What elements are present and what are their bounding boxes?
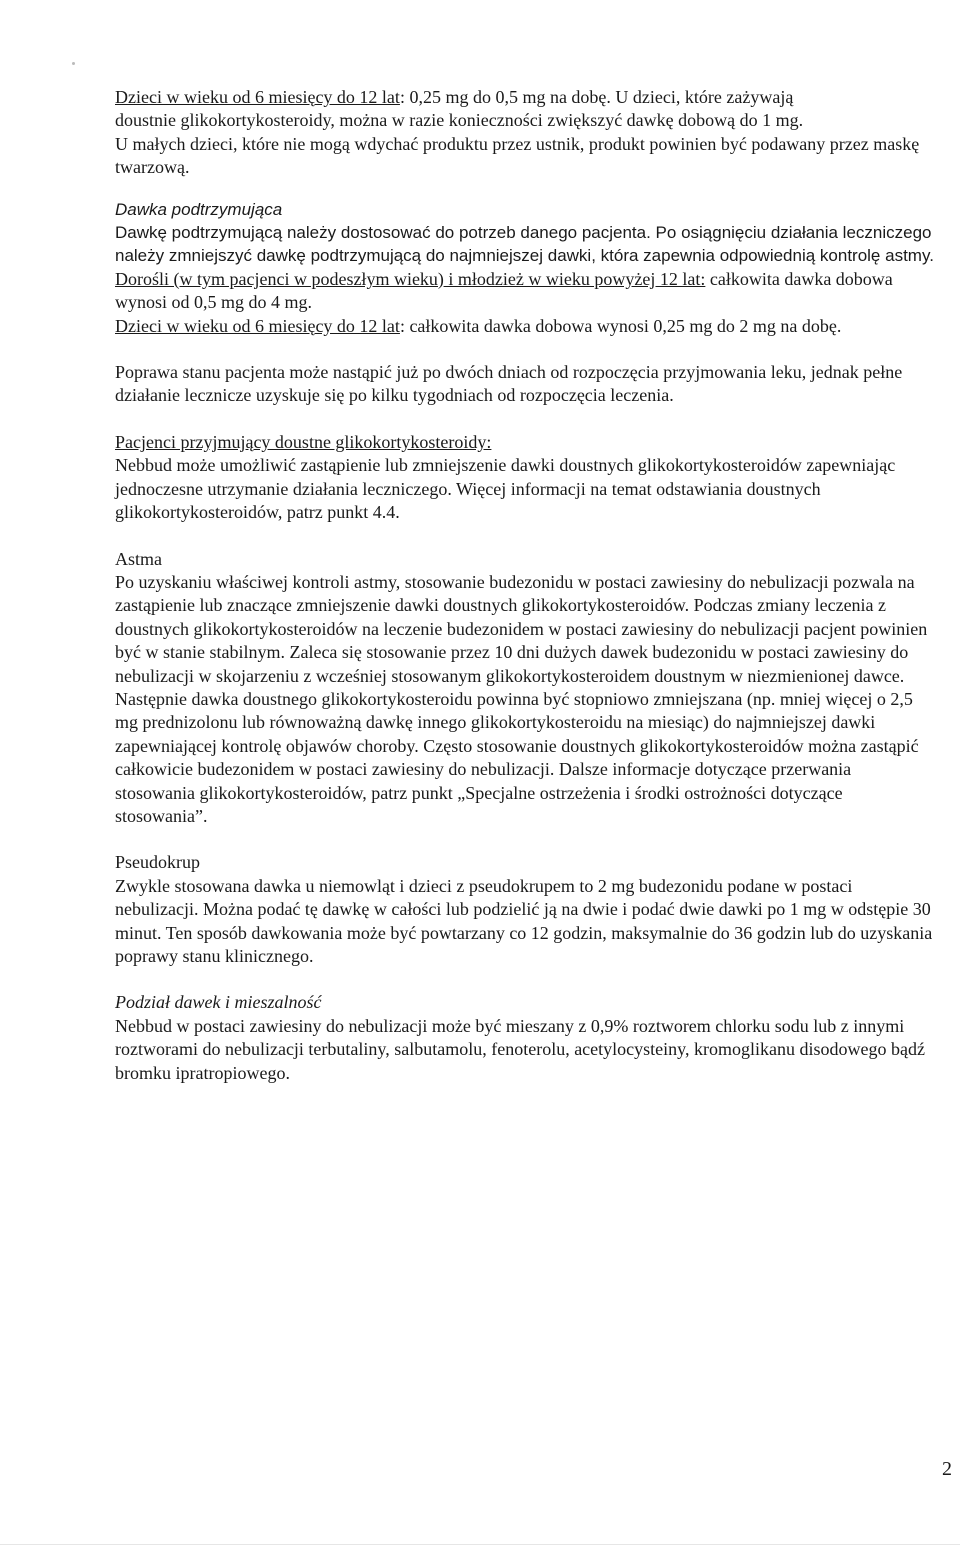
asthma-heading: Astma [115, 548, 162, 569]
oral-steroids-paragraph: Nebbud może umożliwić zastąpienie lub zmniejszenie dawki doustnych glikokortykosteroidów zapewniając jednoczesne utrzymanie działania leczniczego. Więcej informacji na temat odstawiania doustnych glikokortykosteroidów, patrz punkt 4.4. [115, 455, 896, 523]
maintenance-section [115, 198, 935, 268]
adults-dose-paragraph [115, 268, 935, 315]
mixing-heading: Podział dawek i mieszalność [115, 992, 322, 1013]
scan-speck [72, 62, 75, 65]
children-maintenance-label: Dzieci w wieku od 6 miesięcy do 12 lat [115, 315, 400, 336]
scan-edge-line [0, 1544, 960, 1545]
asthma-section [115, 548, 935, 829]
maintenance-paragraph: Dawkę podtrzymującą należy dostosować do potrzeb danego pacjenta. Po osiągnięciu działania leczniczego należy zmniejszyć dawkę podtrzymującą do najmniejszej dawki, która zapewnia odpowiednią kontrolę astmy. [115, 223, 934, 266]
children-dose-section [115, 86, 935, 180]
asthma-paragraph-2: Następnie dawka doustnego glikokortykosteroidu powinna być stopniowo zmniejszana (np. mniej więcej o 2,5 mg prednizolonu lub równoważną dawkę innego glikokortykosteroidu na miesiąc) do najmniejszej dawki zapewniającej kontrolę objawów choroby. Często stosowanie doustnych glikokortykosteroidów można zastąpić całkowicie budezonidem w postaci zawiesiny do nebulizacji. Dalsze informacje dotyczące przerwania stosowania glikokortykosteroidów, patrz punkt „Specjalne ostrzeżenia i środki ostrożności dotyczące stosowania”. [115, 688, 919, 826]
adults-dose-text: całkowita dawka dobowa wynosi od 0,5 mg do 4 mg. [115, 268, 893, 313]
oral-steroids-heading: Pacjenci przyjmujący doustne glikokortykosteroidy: [115, 431, 492, 452]
mask-paragraph: U małych dzieci, które nie mogą wdychać produktu przez ustnik, produkt powinien być podawany przez maskę twarzową. [115, 133, 920, 178]
improvement-paragraph: Poprawa stanu pacjenta może nastąpić już po dwóch dniach od rozpoczęcia przyjmowania leku, jednak pełne działanie lecznicze uzyskuje się po kilku tygodniach od rozpoczęcia leczenia. [115, 362, 903, 406]
children-dose-label: Dzieci w wieku od 6 miesięcy do 12 lat [115, 87, 400, 107]
croup-paragraph: Zwykle stosowana dawka u niemowląt i dzieci z pseudokrupem to 2 mg budezonidu podane w postaci nebulizacji. Można podać tę dawkę w całości lub podzielić ją na dwie i podać dwie dawki po 1 mg w odstępie 30 minut. Ten sposób dawkowania może być powtarzany co 12 godzin, maksymalnie do 36 godzin lub do uzyskania poprawy stanu klinicznego. [115, 875, 933, 966]
maintenance-doses [115, 268, 935, 338]
maintenance-heading: Dawka podtrzymująca [115, 199, 283, 219]
children-dose-text: : 0,25 mg do 0,5 mg na dobę. U dzieci, które zażywają [399, 87, 794, 107]
mixing-section [115, 991, 935, 1085]
asthma-paragraph-1: Po uzyskaniu właściwej kontroli astmy, stosowanie budezonidu w postaci zawiesiny do nebulizacji pozwala na zastąpienie lub znaczące zmniejszenie dawki doustnych glikokortykosteroidów. Podczas zmiany leczenia z doustnych glikokortykosteroidów na leczenie budezonidem w postaci zawiesiny do nebulizacji pacjent powinien być w stanie stabilnym. Zaleca się stosowanie przez 10 dni dużych dawek budezonidu w postaci zawiesiny do nebulizacji w skojarzeniu z wcześniej stosowanym glikokortykosteroidem doustnym w niezmienionej dawce. [115, 571, 928, 686]
document-page [115, 86, 935, 1085]
children-maintenance-paragraph [115, 315, 935, 338]
children-dose-line [115, 86, 935, 109]
croup-heading: Pseudokrup [115, 852, 200, 873]
mixing-paragraph: Nebbud w postaci zawiesiny do nebulizacji może być mieszany z 0,9% roztworem chlorku sodu lub z innymi roztworami do nebulizacji terbutaliny, salbutamolu, fenoterolu, acetylocysteiny, kromoglikanu disodowego bądź bromku ipratropiowego. [115, 1015, 925, 1083]
children-dose-line-2: doustnie glikokortykosteroidy, można w razie konieczności zwiększyć dawkę dobową do 1 mg. [115, 110, 804, 131]
croup-section [115, 851, 935, 968]
page-number: 2 [942, 1458, 952, 1480]
children-maintenance-text: : całkowita dawka dobowa wynosi 0,25 mg do 2 mg na dobę. [399, 315, 842, 336]
oral-steroids-section [115, 431, 935, 525]
adults-dose-label: Dorośli (w tym pacjenci w podeszłym wieku) i młodzież w wieku powyżej 12 lat: [115, 268, 706, 289]
